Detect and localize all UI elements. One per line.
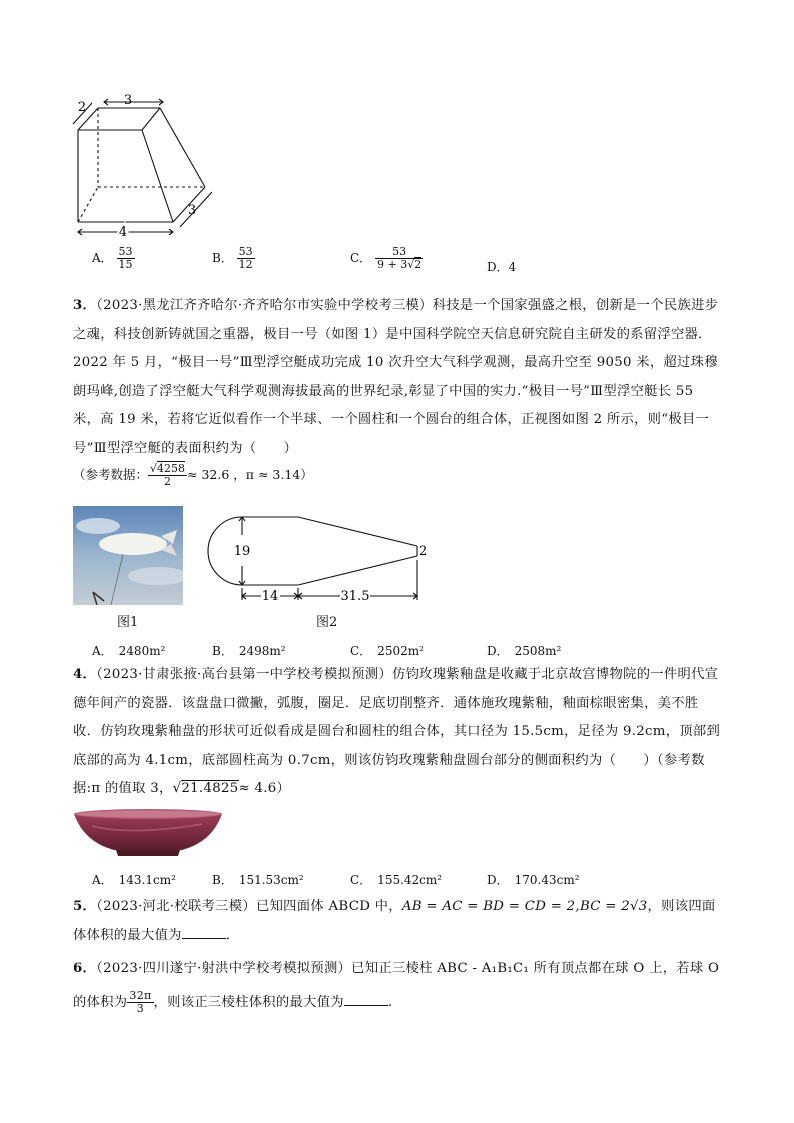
q2-option-d[interactable]: [487, 258, 516, 275]
q2-option-c[interactable]: [350, 246, 423, 271]
q4-option-b[interactable]: B． 151.53cm²: [212, 873, 304, 887]
q2-label-left: 2: [77, 100, 87, 115]
numerator: 32π: [129, 988, 152, 1002]
option-label: B．: [212, 251, 233, 266]
q3-option-d[interactable]: D． 2508m²: [487, 644, 562, 658]
question-text: 仿钧玫瑰紫釉盘是收藏于北京故宫博物院的一件明代宣德年间产的瓷器．该盘盘口微撇，弧腹，圈足．足底切削整齐．通体施玫瑰紫釉，釉面棕眼密集，美不胜收．仿钧玫瑰紫釉盘的形状可近似看成是圆台和圆柱的组合体，其口径为 15.5cm，足径为 9.2cm，顶部到底部的高为 4.1cm，底部圆柱高为 0.7cm，则该仿钧玫瑰紫釉盘圆台部分的侧面积约为（ ）（参考数据:π 的值取 3，: [73, 667, 721, 796]
q2-figure: [70, 92, 220, 242]
ref-prefix: （参考数据：: [73, 467, 149, 483]
question-end: ．: [225, 927, 240, 943]
question-text-cont: ，则该四面体体积的最大值为: [73, 899, 716, 943]
fig2-height-label: 19: [233, 544, 251, 559]
question-number: 5．: [73, 899, 97, 914]
q3-fig2-caption: 图2: [316, 615, 338, 630]
fraction: [375, 246, 423, 271]
q4-option-a[interactable]: A． 143.1cm²: [92, 873, 176, 887]
q2-label-bottom: 4: [118, 225, 128, 240]
question-source: （2023·甘肃张掖·高台县第一中学校考模拟预测）: [96, 667, 392, 682]
fig2-len2-label: 31.5: [340, 589, 370, 604]
question-number: 3．: [73, 298, 97, 313]
radicand: 4258: [157, 462, 186, 475]
q3-reference-data: [73, 463, 313, 488]
option-label: A．: [92, 251, 113, 266]
denominator: 12: [238, 258, 253, 272]
question-source: （2023·四川遂宁·射洪中学校考模拟预测）: [96, 961, 352, 976]
numerator: 53: [118, 245, 133, 258]
question-source: （2023·河北·校联考三模）: [96, 899, 256, 914]
option-value: 4: [508, 260, 517, 274]
numerator: 53: [375, 246, 423, 259]
q3-option-c[interactable]: C． 2502m²: [350, 644, 424, 658]
radicand: 2: [414, 258, 422, 272]
q4-option-d[interactable]: D． 170.43cm²: [487, 873, 580, 887]
fraction: [148, 463, 187, 488]
answer-blank[interactable]: [344, 993, 388, 1006]
denominator: 2: [164, 475, 172, 489]
option-label: D．: [487, 260, 509, 274]
denominator: 3: [136, 1002, 145, 1015]
question-4: [73, 661, 723, 804]
ref-suffix: ≈ 4.6）: [238, 781, 291, 796]
question-text-cont: ，则该正三棱柱体积的最大值为: [153, 995, 344, 1010]
question-text: 科技是一个国家强盛之根，创新是一个民族进步之魂，科技创新铸就国之重器，极目一号（如图 1）是中国科学院空天信息研究院自主研发的系留浮空器．2022 年 5 月，“极目一号”Ⅲ型浮空艇成功完成 10 次升空大气科学观测，最高升空至 9050 米，超过珠穆朗玛峰,创造了浮空艇大气科学观测海拔最高的世界纪录,彰显了中国的实力.“极目一号”Ⅲ型浮空艇长 55 米，高 19 米，若将它近似看作一个半球、一个圆柱和一个圆台的组合体，正视图如图 2 所示，则“极目一号”Ⅲ型浮空艇的表面积约为（ ）: [73, 298, 719, 456]
q3-option-b[interactable]: B． 2498m²: [212, 644, 286, 658]
q4-photo-bowl: [72, 806, 224, 860]
fig2-len1-label: 14: [261, 589, 279, 604]
sqrt-icon: √: [407, 258, 415, 272]
question-5: [73, 893, 723, 950]
fraction: [127, 990, 153, 1015]
sqrt-icon: √: [150, 462, 158, 475]
question-text: 已知正三棱柱 ABC - A₁B₁C₁ 所有顶点都在球 O 上，若球 O 的体积为: [73, 961, 720, 1010]
q2-label-right: 3: [187, 203, 197, 218]
fraction: [117, 246, 135, 271]
option-label: C．: [350, 251, 372, 266]
question-6: [73, 952, 723, 1020]
question-text: 已知四面体 ABCD 中，: [255, 899, 402, 914]
ref-suffix: ≈ 32.6 ，π ≈ 3.14）: [187, 467, 313, 483]
denominator-part: 9 + 3: [377, 258, 408, 272]
condition-formula: AB = AC = BD = CD = 2,BC = 2√3: [401, 899, 648, 914]
sqrt-icon: √: [172, 781, 182, 796]
numerator: 53: [238, 245, 253, 258]
question-number: 6．: [73, 961, 97, 976]
q3-fig1-caption: 图1: [117, 615, 139, 630]
q3-fig2-front-view: [205, 508, 435, 608]
answer-blank[interactable]: [182, 926, 226, 939]
q3-option-a[interactable]: A． 2480m²: [92, 644, 166, 658]
fig2-tip-label: 2: [419, 544, 428, 559]
q4-option-c[interactable]: C． 155.42cm²: [350, 873, 443, 887]
denominator: [375, 259, 423, 271]
question-number: 4．: [73, 667, 97, 682]
q2-option-b[interactable]: [212, 246, 255, 271]
q2-label-top: 3: [123, 93, 133, 108]
fraction: [237, 246, 255, 271]
question-3: [73, 292, 723, 463]
question-end: .: [387, 995, 393, 1010]
denominator: 15: [118, 258, 133, 272]
question-source: （2023·黑龙江齐齐哈尔·齐齐哈尔市实验中学校考三模）: [96, 298, 433, 313]
q3-photo-blimp: [73, 506, 183, 605]
q2-option-a[interactable]: [92, 246, 135, 271]
radicand: 21.4825: [181, 781, 239, 796]
